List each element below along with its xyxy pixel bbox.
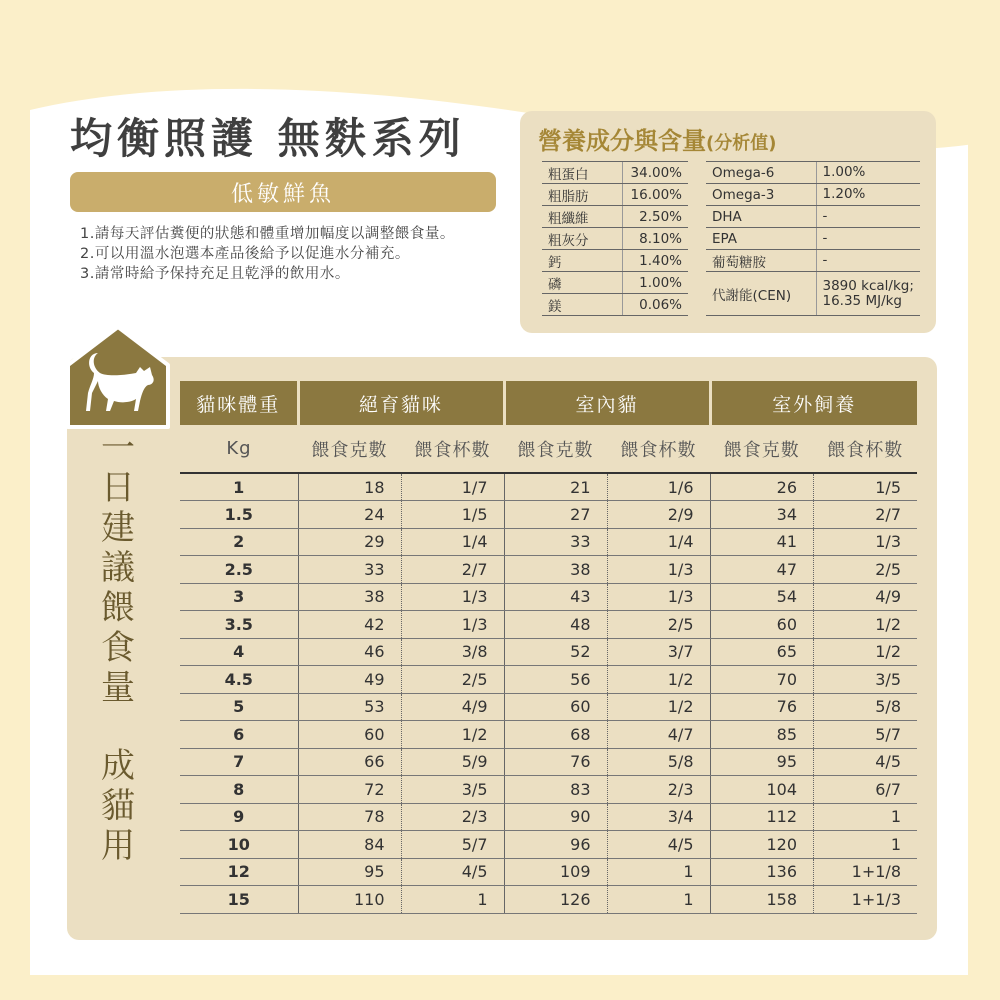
table-row (180, 693, 917, 721)
neutered-grams-cell: 24 (298, 501, 401, 529)
subheader-grams: 餵食克數 (504, 425, 607, 473)
indoor-cups-cell: 1 (607, 858, 710, 886)
outdoor-cups-cell: 1/2 (814, 638, 918, 666)
nutrient-value: 1.20% (816, 184, 920, 206)
outdoor-grams-cell: 26 (710, 473, 814, 501)
table-row (180, 721, 917, 749)
label-char: 食 (101, 628, 135, 668)
nutrient-value: 34.00% (622, 162, 688, 184)
indoor-cups-cell: 2/3 (607, 776, 710, 804)
nutrition-title-note: (分析值) (706, 133, 777, 154)
nutrient-value: - (816, 228, 920, 250)
subheader-cups: 餵食杯數 (607, 425, 710, 473)
table-row (180, 858, 917, 886)
nutrient-name: 磷 (542, 272, 622, 294)
nutrient-value: 2.50% (622, 206, 688, 228)
daily-feeding-label (98, 428, 138, 866)
indoor-grams-cell: 56 (504, 666, 607, 694)
label-char: 一 (101, 428, 135, 468)
nutrition-row (542, 184, 920, 206)
header-neutered: 絕育貓咪 (298, 381, 504, 425)
indoor-cups-cell: 2/9 (607, 501, 710, 529)
feeding-header-row (180, 381, 917, 425)
weight-cell: 15 (180, 886, 298, 914)
neutered-grams-cell: 33 (298, 556, 401, 584)
outdoor-cups-cell: 3/5 (814, 666, 918, 694)
outdoor-grams-cell: 85 (710, 721, 814, 749)
table-row (180, 638, 917, 666)
table-row (180, 831, 917, 859)
nutrition-row (542, 206, 920, 228)
feeding-subheader-row (180, 425, 917, 473)
weight-cell: 4 (180, 638, 298, 666)
outdoor-grams-cell: 65 (710, 638, 814, 666)
neutered-cups-cell: 5/9 (401, 748, 504, 776)
note-line: 1.請每天評估糞便的狀態和體重增加幅度以調整餵食量。 (80, 226, 455, 242)
feeding-notes (80, 224, 455, 284)
neutered-grams-cell: 49 (298, 666, 401, 694)
feeding-table-body (180, 473, 917, 913)
neutered-grams-cell: 46 (298, 638, 401, 666)
neutered-cups-cell: 4/9 (401, 693, 504, 721)
label-char: 餵 (101, 588, 135, 628)
nutrient-value: 1.00% (622, 272, 688, 294)
neutered-cups-cell: 1/3 (401, 611, 504, 639)
nutrient-name: 粗灰分 (542, 228, 622, 250)
indoor-cups-cell: 1/2 (607, 693, 710, 721)
neutered-cups-cell: 2/5 (401, 666, 504, 694)
label-char: 建 (101, 508, 135, 548)
outdoor-grams-cell: 120 (710, 831, 814, 859)
nutrient-value: - (816, 206, 920, 228)
indoor-grams-cell: 43 (504, 583, 607, 611)
indoor-grams-cell: 109 (504, 858, 607, 886)
neutered-cups-cell: 1/5 (401, 501, 504, 529)
header-outdoor: 室外飼養 (710, 381, 917, 425)
subtitle-bar (70, 172, 496, 212)
subtitle-text: 低敏鮮魚 (230, 181, 335, 207)
indoor-grams-cell: 83 (504, 776, 607, 804)
page-title: 均衡照護 無麩系列 (70, 114, 466, 163)
outdoor-cups-cell: 2/7 (814, 501, 918, 529)
outdoor-grams-cell: 76 (710, 693, 814, 721)
indoor-cups-cell: 1 (607, 886, 710, 914)
label-char: 成 (101, 746, 135, 786)
header-indoor: 室內貓 (504, 381, 710, 425)
weight-cell: 8 (180, 776, 298, 804)
table-row (180, 748, 917, 776)
neutered-grams-cell: 29 (298, 528, 401, 556)
outdoor-grams-cell: 136 (710, 858, 814, 886)
neutered-cups-cell: 1/7 (401, 473, 504, 501)
weight-cell: 9 (180, 803, 298, 831)
outdoor-grams-cell: 158 (710, 886, 814, 914)
outdoor-cups-cell: 2/5 (814, 556, 918, 584)
subheader-grams: 餵食克數 (710, 425, 814, 473)
table-row (180, 583, 917, 611)
neutered-cups-cell: 5/7 (401, 831, 504, 859)
weight-cell: 1 (180, 473, 298, 501)
nutrient-name: 鎂 (542, 294, 622, 316)
weight-cell: 6 (180, 721, 298, 749)
nutrition-row (542, 250, 920, 272)
nutrient-name: 粗纖維 (542, 206, 622, 228)
indoor-cups-cell: 1/6 (607, 473, 710, 501)
neutered-grams-cell: 110 (298, 886, 401, 914)
indoor-cups-cell: 1/2 (607, 666, 710, 694)
neutered-grams-cell: 72 (298, 776, 401, 804)
nutrition-title-main: 營養成分與含量 (538, 127, 706, 155)
weight-cell: 12 (180, 858, 298, 886)
outdoor-cups-cell: 1+1/8 (814, 858, 918, 886)
weight-cell: 3.5 (180, 611, 298, 639)
outdoor-cups-cell: 5/8 (814, 693, 918, 721)
header-weight: 貓咪體重 (180, 381, 298, 425)
outdoor-cups-cell: 1 (814, 831, 918, 859)
indoor-grams-cell: 48 (504, 611, 607, 639)
indoor-grams-cell: 38 (504, 556, 607, 584)
neutered-grams-cell: 84 (298, 831, 401, 859)
indoor-cups-cell: 3/4 (607, 803, 710, 831)
neutered-grams-cell: 95 (298, 858, 401, 886)
indoor-cups-cell: 1/4 (607, 528, 710, 556)
table-row (180, 666, 917, 694)
outdoor-cups-cell: 1/2 (814, 611, 918, 639)
label-char: 用 (101, 826, 135, 866)
neutered-cups-cell: 2/3 (401, 803, 504, 831)
weight-cell: 1.5 (180, 501, 298, 529)
neutered-grams-cell: 53 (298, 693, 401, 721)
outdoor-cups-cell: 1+1/3 (814, 886, 918, 914)
nutrient-name: Omega-6 (706, 162, 816, 184)
table-row (180, 473, 917, 501)
outdoor-grams-cell: 41 (710, 528, 814, 556)
nutrition-panel (520, 111, 936, 333)
nutrition-title (538, 121, 776, 156)
outdoor-grams-cell: 112 (710, 803, 814, 831)
neutered-cups-cell: 1/2 (401, 721, 504, 749)
indoor-grams-cell: 96 (504, 831, 607, 859)
weight-cell: 2 (180, 528, 298, 556)
subheader-grams: 餵食克數 (298, 425, 401, 473)
indoor-grams-cell: 60 (504, 693, 607, 721)
weight-cell: 5 (180, 693, 298, 721)
weight-cell: 7 (180, 748, 298, 776)
indoor-cups-cell: 2/5 (607, 611, 710, 639)
outdoor-cups-cell: 4/9 (814, 583, 918, 611)
nutrient-name: 粗脂肪 (542, 184, 622, 206)
nutrient-value: 1.00% (816, 162, 920, 184)
weight-cell: 10 (180, 831, 298, 859)
nutrient-value: 0.06% (622, 294, 688, 316)
neutered-cups-cell: 1/4 (401, 528, 504, 556)
table-row (180, 556, 917, 584)
table-row (180, 501, 917, 529)
nutrient-name: 代謝能(CEN) (706, 272, 816, 316)
indoor-grams-cell: 76 (504, 748, 607, 776)
nutrient-name: 粗蛋白 (542, 162, 622, 184)
table-row (180, 803, 917, 831)
note-line: 2.可以用溫水泡選本產品後給予以促進水分補充。 (80, 246, 410, 262)
outdoor-grams-cell: 70 (710, 666, 814, 694)
indoor-cups-cell: 1/3 (607, 556, 710, 584)
neutered-grams-cell: 66 (298, 748, 401, 776)
neutered-cups-cell: 3/8 (401, 638, 504, 666)
weight-cell: 4.5 (180, 666, 298, 694)
outdoor-cups-cell: 1 (814, 803, 918, 831)
indoor-cups-cell: 3/7 (607, 638, 710, 666)
indoor-grams-cell: 90 (504, 803, 607, 831)
subheader-cups: 餵食杯數 (401, 425, 504, 473)
neutered-cups-cell: 4/5 (401, 858, 504, 886)
indoor-grams-cell: 68 (504, 721, 607, 749)
indoor-grams-cell: 33 (504, 528, 607, 556)
nutrient-value: - (816, 250, 920, 272)
cat-silhouette-icon (64, 323, 172, 431)
indoor-grams-cell: 21 (504, 473, 607, 501)
outdoor-grams-cell: 60 (710, 611, 814, 639)
neutered-grams-cell: 18 (298, 473, 401, 501)
table-row (180, 886, 917, 914)
indoor-grams-cell: 52 (504, 638, 607, 666)
nutrient-value: 8.10% (622, 228, 688, 250)
subheader-cups: 餵食杯數 (814, 425, 918, 473)
outdoor-grams-cell: 54 (710, 583, 814, 611)
neutered-cups-cell: 1/3 (401, 583, 504, 611)
nutrition-row (542, 228, 920, 250)
label-char: 日 (101, 468, 135, 508)
indoor-cups-cell: 5/8 (607, 748, 710, 776)
outdoor-grams-cell: 95 (710, 748, 814, 776)
indoor-cups-cell: 4/7 (607, 721, 710, 749)
outdoor-cups-cell: 4/5 (814, 748, 918, 776)
label-char: 議 (101, 548, 135, 588)
nutrient-name: Omega-3 (706, 184, 816, 206)
indoor-grams-cell: 27 (504, 501, 607, 529)
label-char: 貓 (101, 786, 135, 826)
table-row (180, 528, 917, 556)
note-line: 3.請常時給予保持充足且乾淨的飲用水。 (80, 266, 350, 282)
nutrient-name: DHA (706, 206, 816, 228)
table-row (180, 611, 917, 639)
nutrient-value: 16.00% (622, 184, 688, 206)
nutrition-row (542, 162, 920, 184)
indoor-cups-cell: 4/5 (607, 831, 710, 859)
weight-cell: 2.5 (180, 556, 298, 584)
nutrient-value: 1.40% (622, 250, 688, 272)
nutrition-row (542, 272, 920, 294)
neutered-grams-cell: 38 (298, 583, 401, 611)
outdoor-cups-cell: 5/7 (814, 721, 918, 749)
energy-kcal: 3890 kcal/kg; (822, 277, 914, 294)
neutered-grams-cell: 78 (298, 803, 401, 831)
energy-mj: 16.35 MJ/kg (822, 292, 903, 309)
nutrient-name: 鈣 (542, 250, 622, 272)
weight-cell: 3 (180, 583, 298, 611)
indoor-cups-cell: 1/3 (607, 583, 710, 611)
outdoor-cups-cell: 1/3 (814, 528, 918, 556)
neutered-cups-cell: 1 (401, 886, 504, 914)
label-char: 量 (101, 668, 135, 708)
indoor-grams-cell: 126 (504, 886, 607, 914)
neutered-cups-cell: 3/5 (401, 776, 504, 804)
nutrient-name: EPA (706, 228, 816, 250)
neutered-grams-cell: 60 (298, 721, 401, 749)
nutrition-table (542, 161, 920, 316)
nutrient-value (816, 272, 920, 316)
nutrient-name: 葡萄糖胺 (706, 250, 816, 272)
table-row (180, 776, 917, 804)
feeding-table (180, 381, 917, 914)
outdoor-grams-cell: 47 (710, 556, 814, 584)
outdoor-grams-cell: 104 (710, 776, 814, 804)
neutered-cups-cell: 2/7 (401, 556, 504, 584)
outdoor-cups-cell: 6/7 (814, 776, 918, 804)
subheader-unit: Kg (180, 425, 298, 473)
outdoor-cups-cell: 1/5 (814, 473, 918, 501)
outdoor-grams-cell: 34 (710, 501, 814, 529)
neutered-grams-cell: 42 (298, 611, 401, 639)
